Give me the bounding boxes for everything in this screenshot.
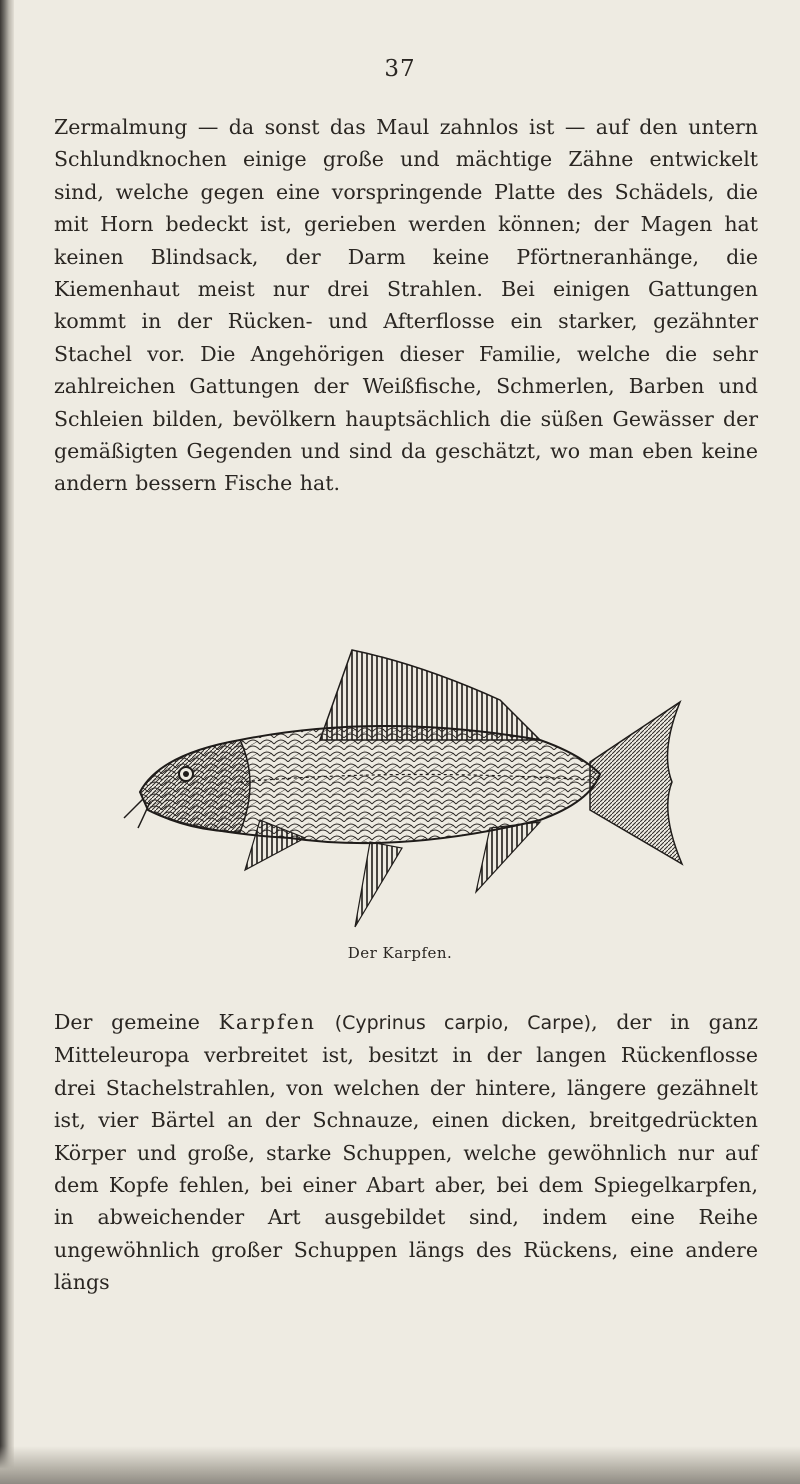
figure-caption: Der Karpfen.: [347, 944, 453, 962]
latin-name: (Cyprinus carpio, Carpe): [334, 1012, 592, 1034]
page-bottom-shadow: [0, 1446, 800, 1484]
paragraph-zermalmung: Zermalmung — da sonst das Maul zahnlos ist — auf den untern Schlundknochen einige große und mächtige Zähne entwickelt sind, welche gegen eine vorspringende Platte des Schädels, die mit Horn bedeckt ist, gerieben werden können; der Magen hat keinen Blindsack, der Darm keine Pförtneranhänge, die Kiemenhaut meist nur drei Strahlen. Bei einigen Gattungen kommt in der Rücken- und Afterflosse ein starker, gezähnter Stachel vor. Die Angehörigen dieser Familie, welche die sehr zahlreichen Gattungen der Weißfische, Schmerlen, Barben und Schleien bilden, bevölkern hauptsächlich die süßen Gewässer der gemäßigten Gegenden und sind da geschätzt, wo man eben keine andern bessern Fische hat.: [54, 115, 758, 496]
tail-fin: [590, 702, 682, 864]
paragraph-karpfen: [54, 1006, 758, 1299]
carp-illustration: [120, 642, 700, 942]
book-spine-shadow: [0, 0, 14, 1484]
term-karpfen: Karpfen: [218, 1010, 316, 1034]
paragraph-body: , der in ganz Mitteleuropa verbreitet ist, besitzt in der langen Rückenflosse drei Stachelstrahlen, von welchen der hintere, längere gezähnelt ist, vier Bärtel an der Schnauze, einen dicken, breitgedrückten Körper und große, starke Schuppen, welche gewöhnlich nur auf dem Kopfe fehlen, bei einer Abart aber, bei dem Spiegelkarpfen, in abweichender Art ausgebildet sind, indem eine Reihe ungewöhnlich großer Schuppen längs des Rückens, eine andere längs: [54, 1010, 758, 1295]
paragraph-intro: Der gemeine: [54, 1010, 219, 1034]
page-number: 37: [384, 56, 416, 82]
fish-head: [140, 740, 250, 832]
pelvic-fin: [355, 842, 402, 927]
